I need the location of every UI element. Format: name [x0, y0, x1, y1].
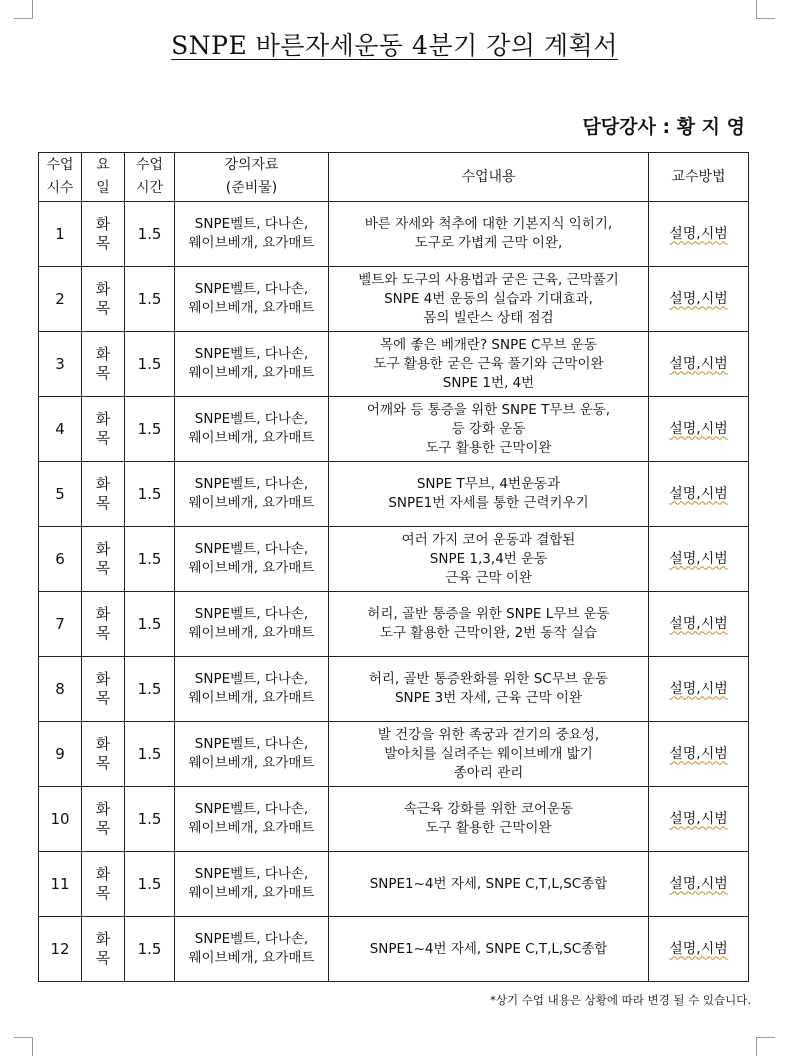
cell-line: 웨이브베개, 요가매트 — [188, 820, 315, 836]
cell-line: 목 — [95, 299, 111, 317]
cell-line: 발 건강을 위한 족궁과 걷기의 중요성, — [377, 726, 600, 743]
hours-cell: 1.5 — [125, 462, 175, 527]
cell-line: SNPE1~4번 자세, SNPE C,T,L,SC종합 — [369, 875, 608, 892]
cell-line: 발아치를 실려주는 웨이브베개 밟기 — [384, 745, 593, 762]
cell-line: SNPE벨트, 다나손, — [194, 281, 309, 297]
cell-line: 화 — [95, 800, 111, 818]
cell-line: 목 — [95, 364, 111, 382]
cell-line: 목 — [95, 234, 111, 252]
method-text: 설명,시범 — [669, 940, 728, 957]
session-cell: 2 — [39, 267, 82, 332]
day-cell — [82, 397, 125, 462]
day-cell — [82, 722, 125, 787]
table-row — [39, 592, 749, 657]
materials-cell — [175, 592, 329, 657]
method-cell — [649, 267, 749, 332]
cell-line: SNPE벨트, 다나손, — [194, 606, 309, 622]
cell-line: 화 — [95, 930, 111, 948]
cell-line: SNPE벨트, 다나손, — [194, 216, 309, 232]
page-corner-mark — [14, 0, 33, 19]
cell-line: SNPE벨트, 다나손, — [194, 931, 309, 947]
cell-line: SNPE벨트, 다나손, — [194, 411, 309, 427]
hours-cell: 1.5 — [125, 592, 175, 657]
materials-cell — [175, 657, 329, 722]
content-cell — [329, 917, 649, 982]
hours-cell: 1.5 — [125, 202, 175, 267]
cell-line: 목 — [95, 689, 111, 707]
cell-line: SNPE 1,3,4번 운동 — [429, 550, 548, 567]
method-cell — [649, 397, 749, 462]
page-title: SNPE 바른자세운동 4분기 강의 계획서 — [171, 31, 618, 60]
method-cell — [649, 852, 749, 917]
content-cell — [329, 332, 649, 397]
method-cell — [649, 917, 749, 982]
materials-cell — [175, 852, 329, 917]
materials-cell — [175, 332, 329, 397]
hours-cell: 1.5 — [125, 267, 175, 332]
method-text: 설명,시범 — [669, 680, 728, 697]
cell-line: 허리, 골반 통증을 위한 SNPE L무브 운동 — [367, 606, 610, 622]
cell-line: SNPE벨트, 다나손, — [194, 346, 309, 362]
table-row — [39, 462, 749, 527]
materials-cell — [175, 202, 329, 267]
cell-line: 목 — [95, 559, 111, 577]
cell-line: SNPE1~4번 자세, SNPE C,T,L,SC종합 — [369, 940, 608, 957]
footnote: *상기 수업 내용은 상황에 따라 변경 될 수 있습니다. — [490, 993, 751, 1007]
hours-cell: 1.5 — [125, 527, 175, 592]
table-row — [39, 397, 749, 462]
table-row — [39, 332, 749, 397]
content-cell — [329, 462, 649, 527]
cell-line: 웨이브베개, 요가매트 — [188, 560, 315, 576]
cell-line: 화 — [95, 410, 111, 428]
cell-line: 웨이브베개, 요가매트 — [188, 950, 315, 966]
header-session: 수업 시수 — [39, 153, 82, 202]
cell-line: SNPE벨트, 다나손, — [194, 736, 309, 752]
cell-line: 웨이브베개, 요가매트 — [188, 885, 315, 901]
cell-line: 화 — [95, 475, 111, 493]
cell-line: 종아리 관리 — [453, 764, 524, 781]
cell-line: 화 — [95, 670, 111, 688]
instructor-label: 담당강사 : 황 지 영 — [582, 116, 745, 138]
cell-line: 목에 좋은 베개란? SNPE C무브 운동 — [380, 336, 597, 353]
method-cell — [649, 527, 749, 592]
method-cell — [649, 332, 749, 397]
day-cell — [82, 852, 125, 917]
day-cell — [82, 527, 125, 592]
page-corner-mark — [756, 0, 775, 19]
cell-line: 어깨와 등 통증을 위한 SNPE T무브 운동, — [366, 401, 611, 418]
hours-cell: 1.5 — [125, 722, 175, 787]
session-cell: 1 — [39, 202, 82, 267]
method-cell — [649, 592, 749, 657]
cell-line: SNPE 3번 자세, 근육 근막 이완 — [394, 690, 583, 706]
content-cell — [329, 787, 649, 852]
day-cell — [82, 462, 125, 527]
materials-cell — [175, 527, 329, 592]
cell-line: 화 — [95, 215, 111, 233]
content-cell — [329, 397, 649, 462]
cell-line: SNPE벨트, 다나손, — [194, 671, 309, 687]
session-cell: 4 — [39, 397, 82, 462]
content-cell — [329, 657, 649, 722]
content-cell — [329, 202, 649, 267]
method-text: 설명,시범 — [669, 810, 728, 827]
header-day: 요 일 — [82, 153, 125, 202]
cell-line: 벨트와 도구의 사용법과 굳은 근육, 근막풀기 — [358, 271, 619, 288]
cell-line: 웨이브베개, 요가매트 — [188, 300, 315, 316]
cell-line: SNPE1번 자세를 통한 근력키우기 — [388, 495, 589, 511]
method-cell — [649, 202, 749, 267]
cell-line: SNPE벨트, 다나손, — [194, 476, 309, 492]
cell-line: 화 — [95, 345, 111, 363]
lecture-plan-table — [38, 152, 749, 982]
day-cell — [82, 267, 125, 332]
cell-line: 도구 활용한 근막이완 — [425, 820, 552, 836]
cell-line: SNPE T무브, 4번운동과 — [416, 476, 561, 492]
session-cell: 5 — [39, 462, 82, 527]
day-cell — [82, 787, 125, 852]
session-cell: 10 — [39, 787, 82, 852]
header-hours: 수업 시간 — [125, 153, 175, 202]
method-text: 설명,시범 — [669, 485, 728, 502]
content-cell — [329, 852, 649, 917]
header-content: 수업내용 — [329, 153, 649, 202]
session-cell: 6 — [39, 527, 82, 592]
cell-line: 웨이브베개, 요가매트 — [188, 430, 315, 446]
cell-line: 허리, 골반 통증완화를 위한 SC무브 운동 — [368, 671, 609, 687]
content-cell — [329, 527, 649, 592]
cell-line: 바른 자세와 척추에 대한 기본지식 익히기, — [364, 216, 613, 232]
cell-line: 여러 가지 코어 운동과 결합된 — [401, 531, 576, 548]
hours-cell: 1.5 — [125, 657, 175, 722]
session-cell: 9 — [39, 722, 82, 787]
day-cell — [82, 592, 125, 657]
cell-line: 목 — [95, 429, 111, 447]
table-row — [39, 787, 749, 852]
session-cell: 11 — [39, 852, 82, 917]
hours-cell: 1.5 — [125, 917, 175, 982]
cell-line: 목 — [95, 949, 111, 967]
cell-line: 웨이브베개, 요가매트 — [188, 235, 315, 251]
table-header-row — [39, 153, 749, 202]
method-text: 설명,시범 — [669, 615, 728, 632]
cell-line: SNPE 1번, 4번 — [442, 374, 535, 391]
cell-line: 근육 근막 이완 — [445, 569, 532, 586]
session-cell: 7 — [39, 592, 82, 657]
materials-cell — [175, 722, 329, 787]
table-row — [39, 202, 749, 267]
header-method: 교수방법 — [649, 153, 749, 202]
method-cell — [649, 462, 749, 527]
method-cell — [649, 787, 749, 852]
cell-line: 목 — [95, 819, 111, 837]
cell-line: 화 — [95, 865, 111, 883]
cell-line: 웨이브베개, 요가매트 — [188, 690, 315, 706]
table-row — [39, 852, 749, 917]
cell-line: 웨이브베개, 요가매트 — [188, 625, 315, 641]
hours-cell: 1.5 — [125, 787, 175, 852]
method-text: 설명,시범 — [669, 225, 728, 242]
cell-line: 도구 활용한 근막이완, 2번 동작 실습 — [380, 625, 597, 641]
cell-line: 등 강화 운동 — [451, 420, 526, 437]
day-cell — [82, 202, 125, 267]
method-text: 설명,시범 — [669, 420, 728, 437]
cell-line: SNPE 4번 운동의 실습과 기대효과, — [384, 290, 593, 307]
cell-line: 화 — [95, 280, 111, 298]
table-row — [39, 722, 749, 787]
cell-line: 목 — [95, 624, 111, 642]
cell-line: 웨이브베개, 요가매트 — [188, 495, 315, 511]
cell-line: 목 — [95, 494, 111, 512]
cell-line: SNPE벨트, 다나손, — [194, 866, 309, 882]
hours-cell: 1.5 — [125, 852, 175, 917]
table-row — [39, 657, 749, 722]
cell-line: 몸의 빌란스 상태 점검 — [423, 309, 554, 326]
content-cell — [329, 592, 649, 657]
cell-line: 화 — [95, 735, 111, 753]
cell-line: 화 — [95, 540, 111, 558]
cell-line: 웨이브베개, 요가매트 — [188, 365, 315, 381]
method-text: 설명,시범 — [669, 355, 728, 372]
cell-line: 도구 활용한 근막이완 — [425, 439, 552, 456]
method-cell — [649, 657, 749, 722]
materials-cell — [175, 917, 329, 982]
day-cell — [82, 332, 125, 397]
cell-line: 목 — [95, 754, 111, 772]
table-row — [39, 917, 749, 982]
materials-cell — [175, 462, 329, 527]
method-text: 설명,시범 — [669, 745, 728, 762]
cell-line: 도구 활용한 굳은 근육 풀기와 근막이완 — [373, 355, 604, 372]
method-cell — [649, 722, 749, 787]
hours-cell: 1.5 — [125, 397, 175, 462]
hours-cell: 1.5 — [125, 332, 175, 397]
method-text: 설명,시범 — [669, 875, 728, 892]
day-cell — [82, 657, 125, 722]
materials-cell — [175, 787, 329, 852]
table-row — [39, 527, 749, 592]
page-corner-mark — [14, 1037, 33, 1056]
content-cell — [329, 267, 649, 332]
header-materials: 강의자료 (준비물) — [175, 153, 329, 202]
cell-line: 웨이브베개, 요가매트 — [188, 755, 315, 771]
cell-line: 화 — [95, 605, 111, 623]
materials-cell — [175, 397, 329, 462]
session-cell: 3 — [39, 332, 82, 397]
method-text: 설명,시범 — [669, 550, 728, 567]
cell-line: 도구로 가볍게 근막 이완, — [414, 235, 563, 251]
method-text: 설명,시범 — [669, 290, 728, 307]
page-corner-mark — [756, 1037, 775, 1056]
content-cell — [329, 722, 649, 787]
day-cell — [82, 917, 125, 982]
table-row — [39, 267, 749, 332]
cell-line: SNPE벨트, 다나손, — [194, 541, 309, 557]
session-cell: 8 — [39, 657, 82, 722]
session-cell: 12 — [39, 917, 82, 982]
cell-line: 속근육 강화를 위한 코어운동 — [403, 801, 574, 817]
cell-line: SNPE벨트, 다나손, — [194, 801, 309, 817]
materials-cell — [175, 267, 329, 332]
cell-line: 목 — [95, 884, 111, 902]
